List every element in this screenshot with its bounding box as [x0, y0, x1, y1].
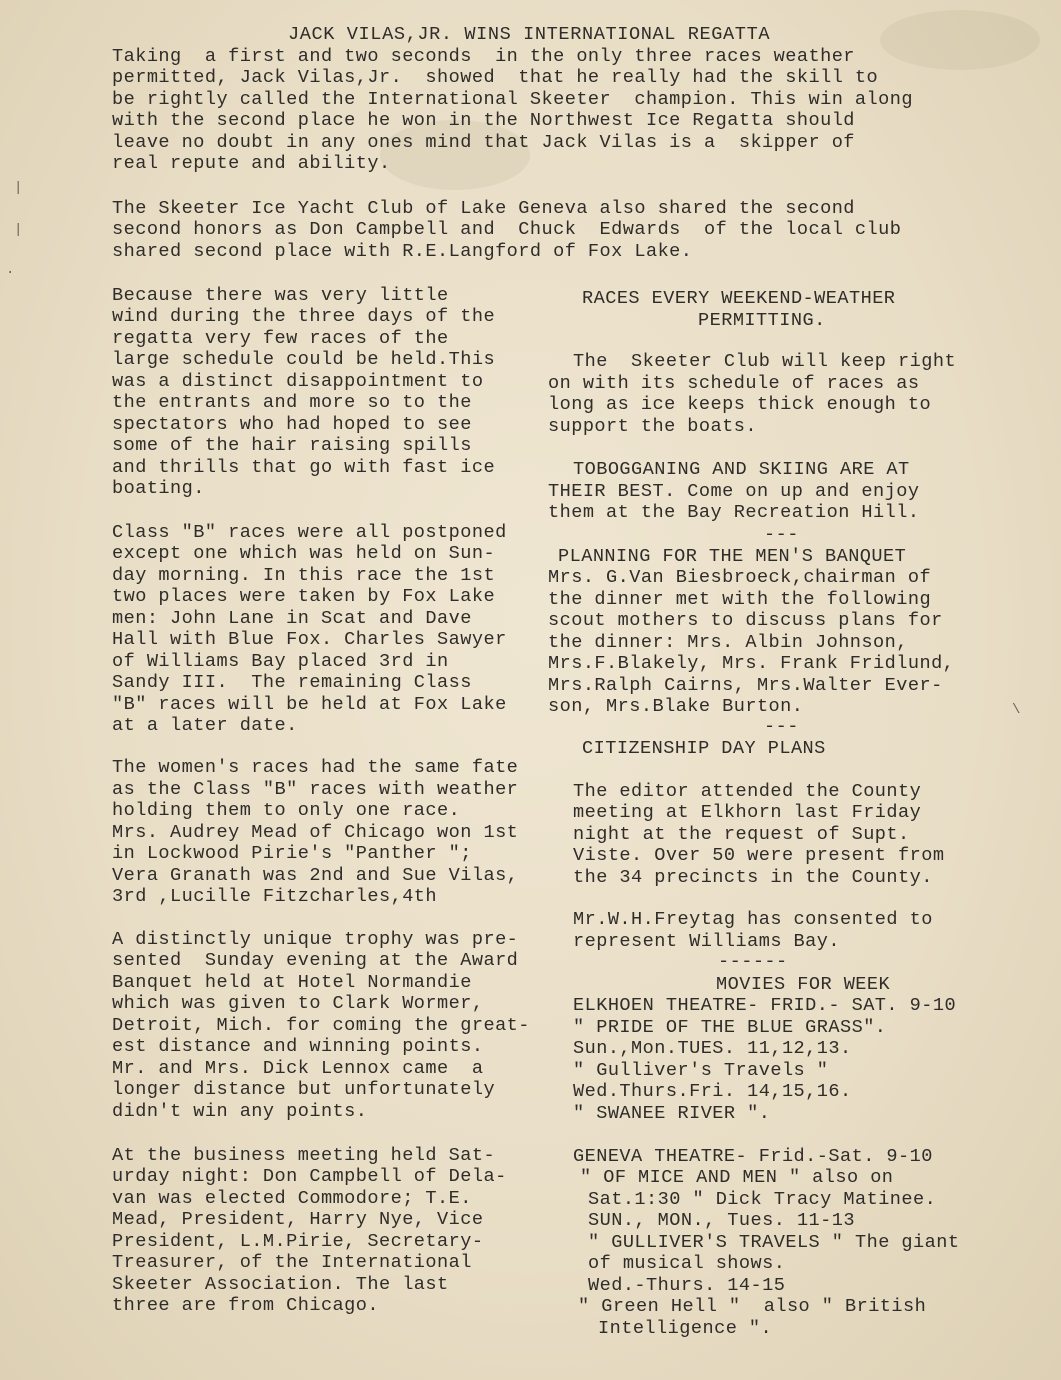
text-line: spectators who had hoped to see — [112, 414, 472, 435]
text-line: A distinctly unique trophy was pre- — [112, 929, 519, 950]
citizenship-heading: CITIZENSHIP DAY PLANS — [582, 738, 826, 759]
text-line: Mrs. Audrey Mead of Chicago won 1st — [112, 822, 519, 843]
text-line: two places were taken by Fox Lake — [112, 586, 496, 607]
text-line: " Green Hell " also " British — [578, 1296, 927, 1317]
text-line: the 34 precincts in the County. — [573, 867, 933, 888]
races-heading-cont: PERMITTING. — [698, 310, 826, 331]
text-line: longer distance but unfortunately — [112, 1079, 496, 1100]
text-line: permitted, Jack Vilas,Jr. showed that he really had the skill to — [112, 67, 879, 88]
text-line: Banquet held at Hotel Normandie — [112, 972, 472, 993]
text-line: boating. — [112, 478, 205, 499]
text-line: Vera Granath was 2nd and Sue Vilas, — [112, 865, 519, 886]
text-line: Sun.,Mon.TUES. 11,12,13. — [573, 1038, 852, 1059]
text-line: Sat.1:30 " Dick Tracy Matinee. — [588, 1189, 937, 1210]
text-line: large schedule could be held.This — [112, 349, 496, 370]
text-line: "B" races will be held at Fox Lake — [112, 694, 507, 715]
text-line: long as ice keeps thick enough to — [548, 394, 932, 415]
banquet-heading: PLANNING FOR THE MEN'S BANQUET — [558, 546, 907, 567]
text-line: urday night: Don Campbell of Dela- — [112, 1166, 507, 1187]
text-line: the dinner met with the following — [548, 589, 932, 610]
text-line: regatta very few races of the — [112, 328, 449, 349]
text-line: Wed.-Thurs. 14-15 — [588, 1275, 786, 1296]
text-line: three are from Chicago. — [112, 1295, 379, 1316]
text-line: Skeeter Association. The last — [112, 1274, 449, 1295]
text-line: son, Mrs.Blake Burton. — [548, 696, 804, 717]
movies-heading: MOVIES FOR WEEK — [716, 974, 891, 995]
text-line: TOBOGGANING AND SKIING ARE AT — [573, 459, 910, 480]
text-line: Mrs.F.Blakely, Mrs. Frank Fridlund, — [548, 653, 955, 674]
margin-mark: . — [6, 262, 15, 278]
text-line: with the second place he won in the Northwest Ice Regatta should — [112, 110, 855, 131]
text-line: men: John Lane in Scat and Dave — [112, 608, 472, 629]
text-line: Intelligence ". — [598, 1318, 773, 1339]
text-line: The Skeeter Club will keep right — [573, 351, 957, 372]
text-line: except one which was held on Sun- — [112, 543, 496, 564]
text-line: scout mothers to discuss plans for — [548, 610, 943, 631]
text-line: " SWANEE RIVER ". — [573, 1103, 771, 1124]
text-line: Mr.W.H.Freytag has consented to — [573, 909, 933, 930]
text-line: 3rd ,Lucille Fitzcharles,4th — [112, 886, 438, 907]
text-line: in Lockwood Pirie's "Panther "; — [112, 843, 472, 864]
text-line: which was given to Clark Wormer, — [112, 993, 484, 1014]
text-line: The women's races had the same fate — [112, 757, 519, 778]
text-line: real repute and ability. — [112, 153, 391, 174]
text-line: meeting at Elkhorn last Friday — [573, 802, 922, 823]
text-line: support the boats. — [548, 416, 757, 437]
text-line: Taking a first and two seconds in the only three races weather — [112, 46, 855, 67]
text-line: them at the Bay Recreation Hill. — [548, 502, 920, 523]
text-line: " Gulliver's Travels " — [573, 1060, 829, 1081]
text-line: At the business meeting held Sat- — [112, 1145, 496, 1166]
text-line: ELKHOEN THEATRE- FRID.- SAT. 9-10 — [573, 995, 957, 1016]
text-line: The Skeeter Ice Yacht Club of Lake Geneva also shared the second — [112, 198, 855, 219]
text-line: at a later date. — [112, 715, 298, 736]
text-line: Class "B" races were all postponed — [112, 522, 507, 543]
text-line: as the Class "B" races with weather — [112, 779, 519, 800]
section-divider: --- — [764, 524, 799, 545]
text-line: and thrills that go with fast ice — [112, 457, 496, 478]
text-line: SUN., MON., Tues. 11-13 — [588, 1210, 855, 1231]
text-line: " PRIDE OF THE BLUE GRASS". — [573, 1017, 887, 1038]
text-line: the dinner: Mrs. Albin Johnson, — [548, 632, 908, 653]
margin-mark: \ — [1012, 702, 1021, 718]
headline: JACK VILAS,JR. WINS INTERNATIONAL REGATTA — [288, 24, 771, 45]
text-line: Treasurer, of the International — [112, 1252, 472, 1273]
text-line: some of the hair raising spills — [112, 435, 472, 456]
margin-mark: | — [14, 222, 23, 238]
text-line: THEIR BEST. Come on up and enjoy — [548, 481, 920, 502]
ink-smudge — [880, 10, 1040, 70]
text-line: The editor attended the County — [573, 781, 922, 802]
text-line: Hall with Blue Fox. Charles Sawyer — [112, 629, 507, 650]
text-line: Wed.Thurs.Fri. 14,15,16. — [573, 1081, 852, 1102]
text-line: GENEVA THEATRE- Frid.-Sat. 9-10 — [573, 1146, 933, 1167]
text-line: night at the request of Supt. — [573, 824, 910, 845]
text-line: Detroit, Mich. for coming the great- — [112, 1015, 530, 1036]
text-line: be rightly called the International Skeeter champion. This win along — [112, 89, 913, 110]
text-line: holding them to only one race. — [112, 800, 461, 821]
section-divider: --- — [764, 716, 799, 737]
text-line: shared second place with R.E.Langford of Fox Lake. — [112, 241, 693, 262]
text-line: leave no doubt in any ones mind that Jack Vilas is a skipper of — [112, 132, 855, 153]
text-line: represent Williams Bay. — [573, 931, 840, 952]
text-line: day morning. In this race the 1st — [112, 565, 496, 586]
text-line: of Williams Bay placed 3rd in — [112, 651, 449, 672]
text-line: Viste. Over 50 were present from — [573, 845, 945, 866]
text-line: " OF MICE AND MEN " also on — [580, 1167, 894, 1188]
text-line: Mead, President, Harry Nye, Vice — [112, 1209, 484, 1230]
text-line: Sandy III. The remaining Class — [112, 672, 472, 693]
text-line: sented Sunday evening at the Award — [112, 950, 519, 971]
margin-mark: | — [14, 180, 23, 196]
text-line: didn't win any points. — [112, 1101, 368, 1122]
text-line: was a distinct disappointment to — [112, 371, 484, 392]
text-line: Because there was very little — [112, 285, 449, 306]
text-line: the entrants and more so to the — [112, 392, 472, 413]
text-line: Mrs.Ralph Cairns, Mrs.Walter Ever- — [548, 675, 943, 696]
races-heading: RACES EVERY WEEKEND-WEATHER — [582, 288, 896, 309]
text-line: van was elected Commodore; T.E. — [112, 1188, 472, 1209]
text-line: Mrs. G.Van Biesbroeck,chairman of — [548, 567, 932, 588]
section-divider: ------ — [718, 951, 788, 972]
text-line: President, L.M.Pirie, Secretary- — [112, 1231, 484, 1252]
text-line: " GULLIVER'S TRAVELS " The giant — [588, 1232, 960, 1253]
text-line: of musical shows. — [588, 1253, 786, 1274]
text-line: wind during the three days of the — [112, 306, 496, 327]
text-line: Mr. and Mrs. Dick Lennox came a — [112, 1058, 484, 1079]
text-line: est distance and winning points. — [112, 1036, 484, 1057]
text-line: second honors as Don Campbell and Chuck Edwards of the local club — [112, 219, 902, 240]
text-line: on with its schedule of races as — [548, 373, 920, 394]
